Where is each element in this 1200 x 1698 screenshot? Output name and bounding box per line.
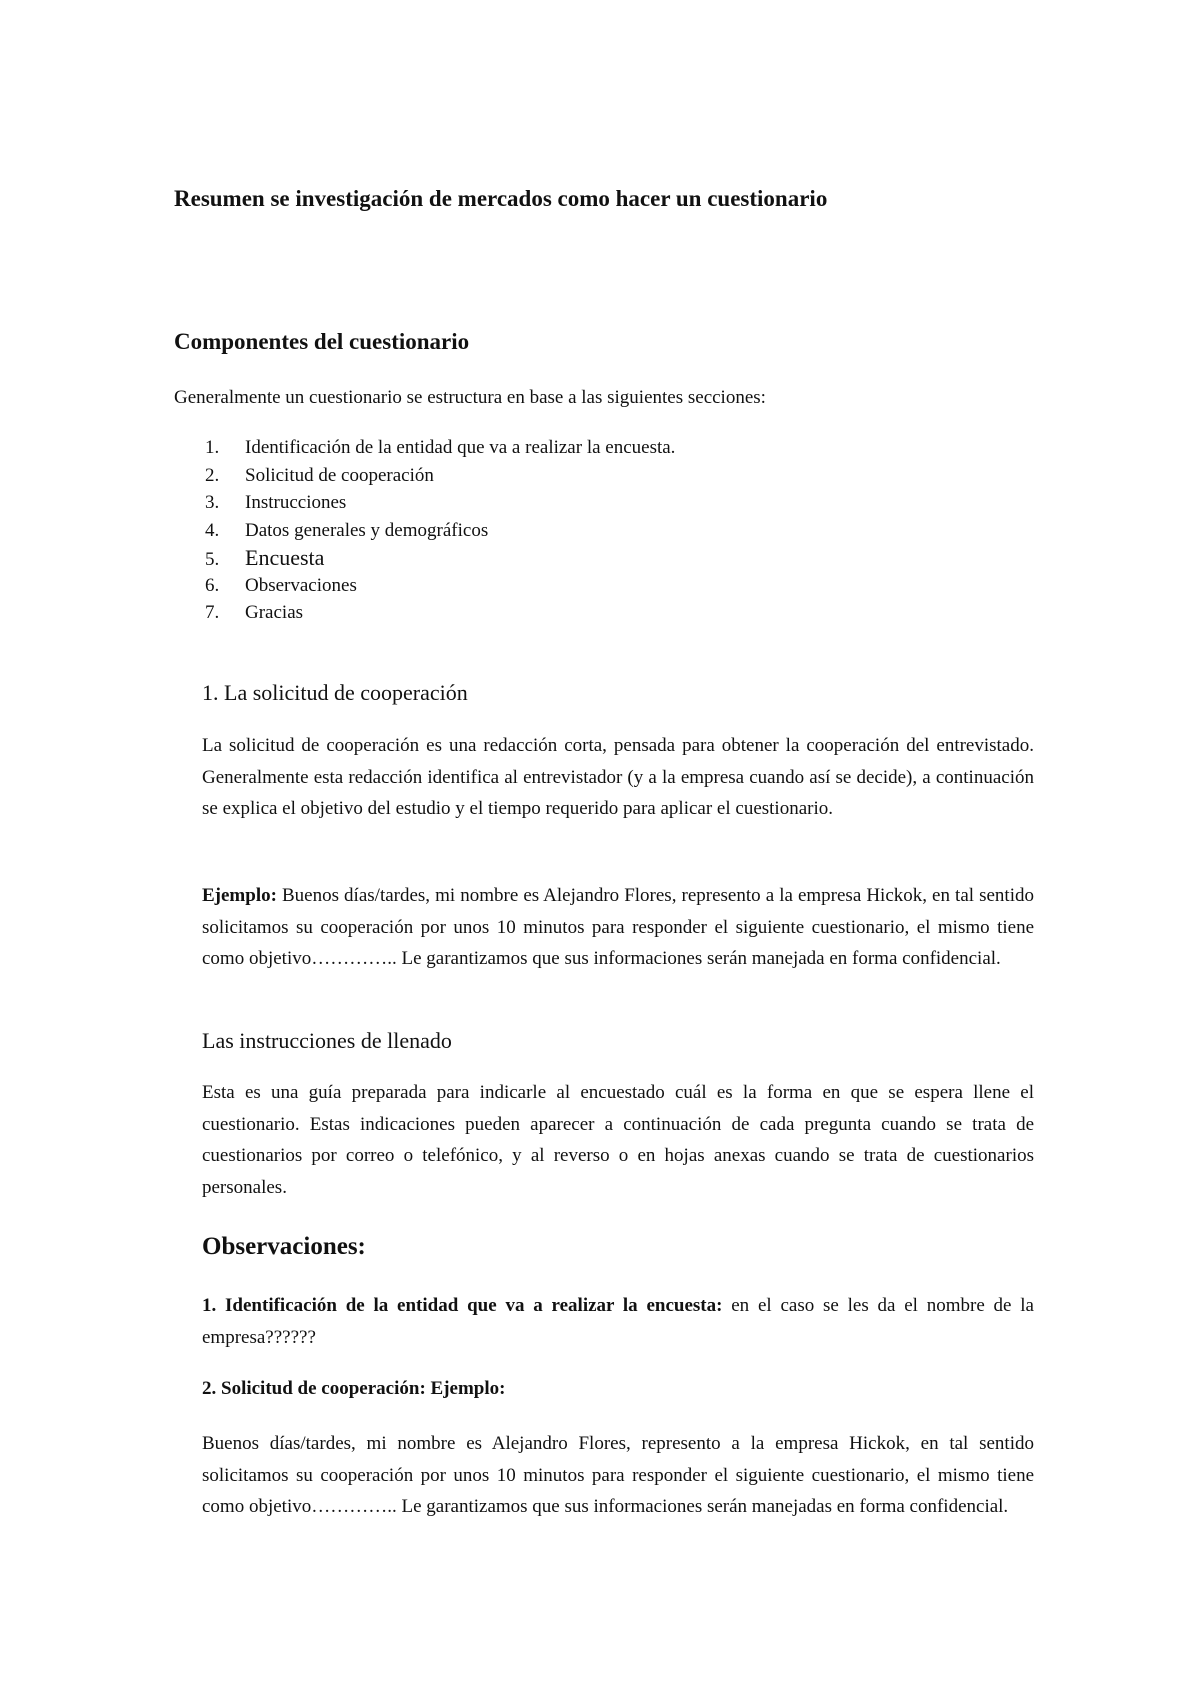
observation-item-1-text: en el caso se les da el nombre de la empresa?????? xyxy=(202,1295,1034,1348)
cooperation-paragraph: La solicitud de cooperación es una redacción corta, pensada para obtener la cooperación del entrevistado. Generalmente esta redacción identifica al entrevistador (y a la empresa cuando así se decide), a continuación se explica el objetivo del estudio y el tiempo requerido para aplicar el cuestionario. xyxy=(202,735,1034,819)
list-item-text: Instrucciones xyxy=(245,492,347,513)
list-item-text: Identificación de la entidad que va a realizar la encuesta. xyxy=(245,437,676,458)
list-item-text: Datos generales y demográficos xyxy=(245,519,489,541)
list-item-text: Gracias xyxy=(245,602,304,623)
example-label: Ejemplo: xyxy=(202,885,277,906)
list-item-number: 3. xyxy=(205,492,220,513)
components-heading: Componentes del cuestionario xyxy=(174,329,470,354)
list-item-number: 5. xyxy=(205,549,220,570)
sections-list xyxy=(205,434,675,627)
cooperation-example xyxy=(202,880,1034,975)
list-item xyxy=(205,462,675,490)
list-item xyxy=(205,544,675,572)
instructions-heading: Las instrucciones de llenado xyxy=(202,1028,452,1053)
list-item-number: 6. xyxy=(205,574,220,596)
list-item-number: 4. xyxy=(205,519,220,541)
observation-item-1-label: 1. Identificación de la entidad que va a realizar la encuesta: xyxy=(202,1295,723,1316)
components-intro: Generalmente un cuestionario se estructura en base a las siguientes secciones: xyxy=(174,387,766,408)
instructions-paragraph: Esta es una guía preparada para indicarle al encuestado cuál es la forma en que se espera llene el cuestionario. Estas indicaciones pueden aparecer a continuación de cada pregunta cuando se trata de cuestionarios por correo o telefónico, y al reverso o en hojas anexas cuando se trata de cuestionarios personales. xyxy=(202,1082,1034,1198)
observations-heading: Observaciones: xyxy=(202,1233,366,1260)
list-item xyxy=(205,489,675,517)
document-title: Resumen se investigación de mercados como hacer un cuestionario xyxy=(174,186,828,211)
list-item-number: 7. xyxy=(205,602,220,623)
list-item-text: Observaciones xyxy=(245,574,357,596)
list-item xyxy=(205,599,675,627)
list-item-text: Encuesta xyxy=(245,545,325,570)
list-item xyxy=(205,517,675,545)
list-item-number: 1. xyxy=(205,437,220,458)
observation-item-1 xyxy=(202,1290,1034,1353)
list-item xyxy=(205,572,675,600)
observation-item-2-paragraph: Buenos días/tardes, mi nombre es Alejandro Flores, represento a la empresa Hickok, en tal sentido solicitamos su cooperación por unos 10 minutos para responder el siguiente cuestionario, el mismo tiene como objetivo………….. Le garantizamos que sus informaciones serán manejadas en forma confidencial. xyxy=(202,1433,1034,1517)
list-item xyxy=(205,434,675,462)
observation-item-2-label: 2. Solicitud de cooperación: Ejemplo: xyxy=(202,1378,506,1399)
list-item-text: Solicitud de cooperación xyxy=(245,464,434,486)
example-text: Buenos días/tardes, mi nombre es Alejandro Flores, represento a la empresa Hickok, en tal sentido solicitamos su cooperación por unos 10 minutos para responder el siguiente cuestionario, el mismo tiene como objetivo………….. Le garantizamos que sus informaciones serán manejada en forma confidencial. xyxy=(202,885,1034,969)
list-item-number: 2. xyxy=(205,464,220,486)
cooperation-heading: 1. La solicitud de cooperación xyxy=(202,680,468,705)
